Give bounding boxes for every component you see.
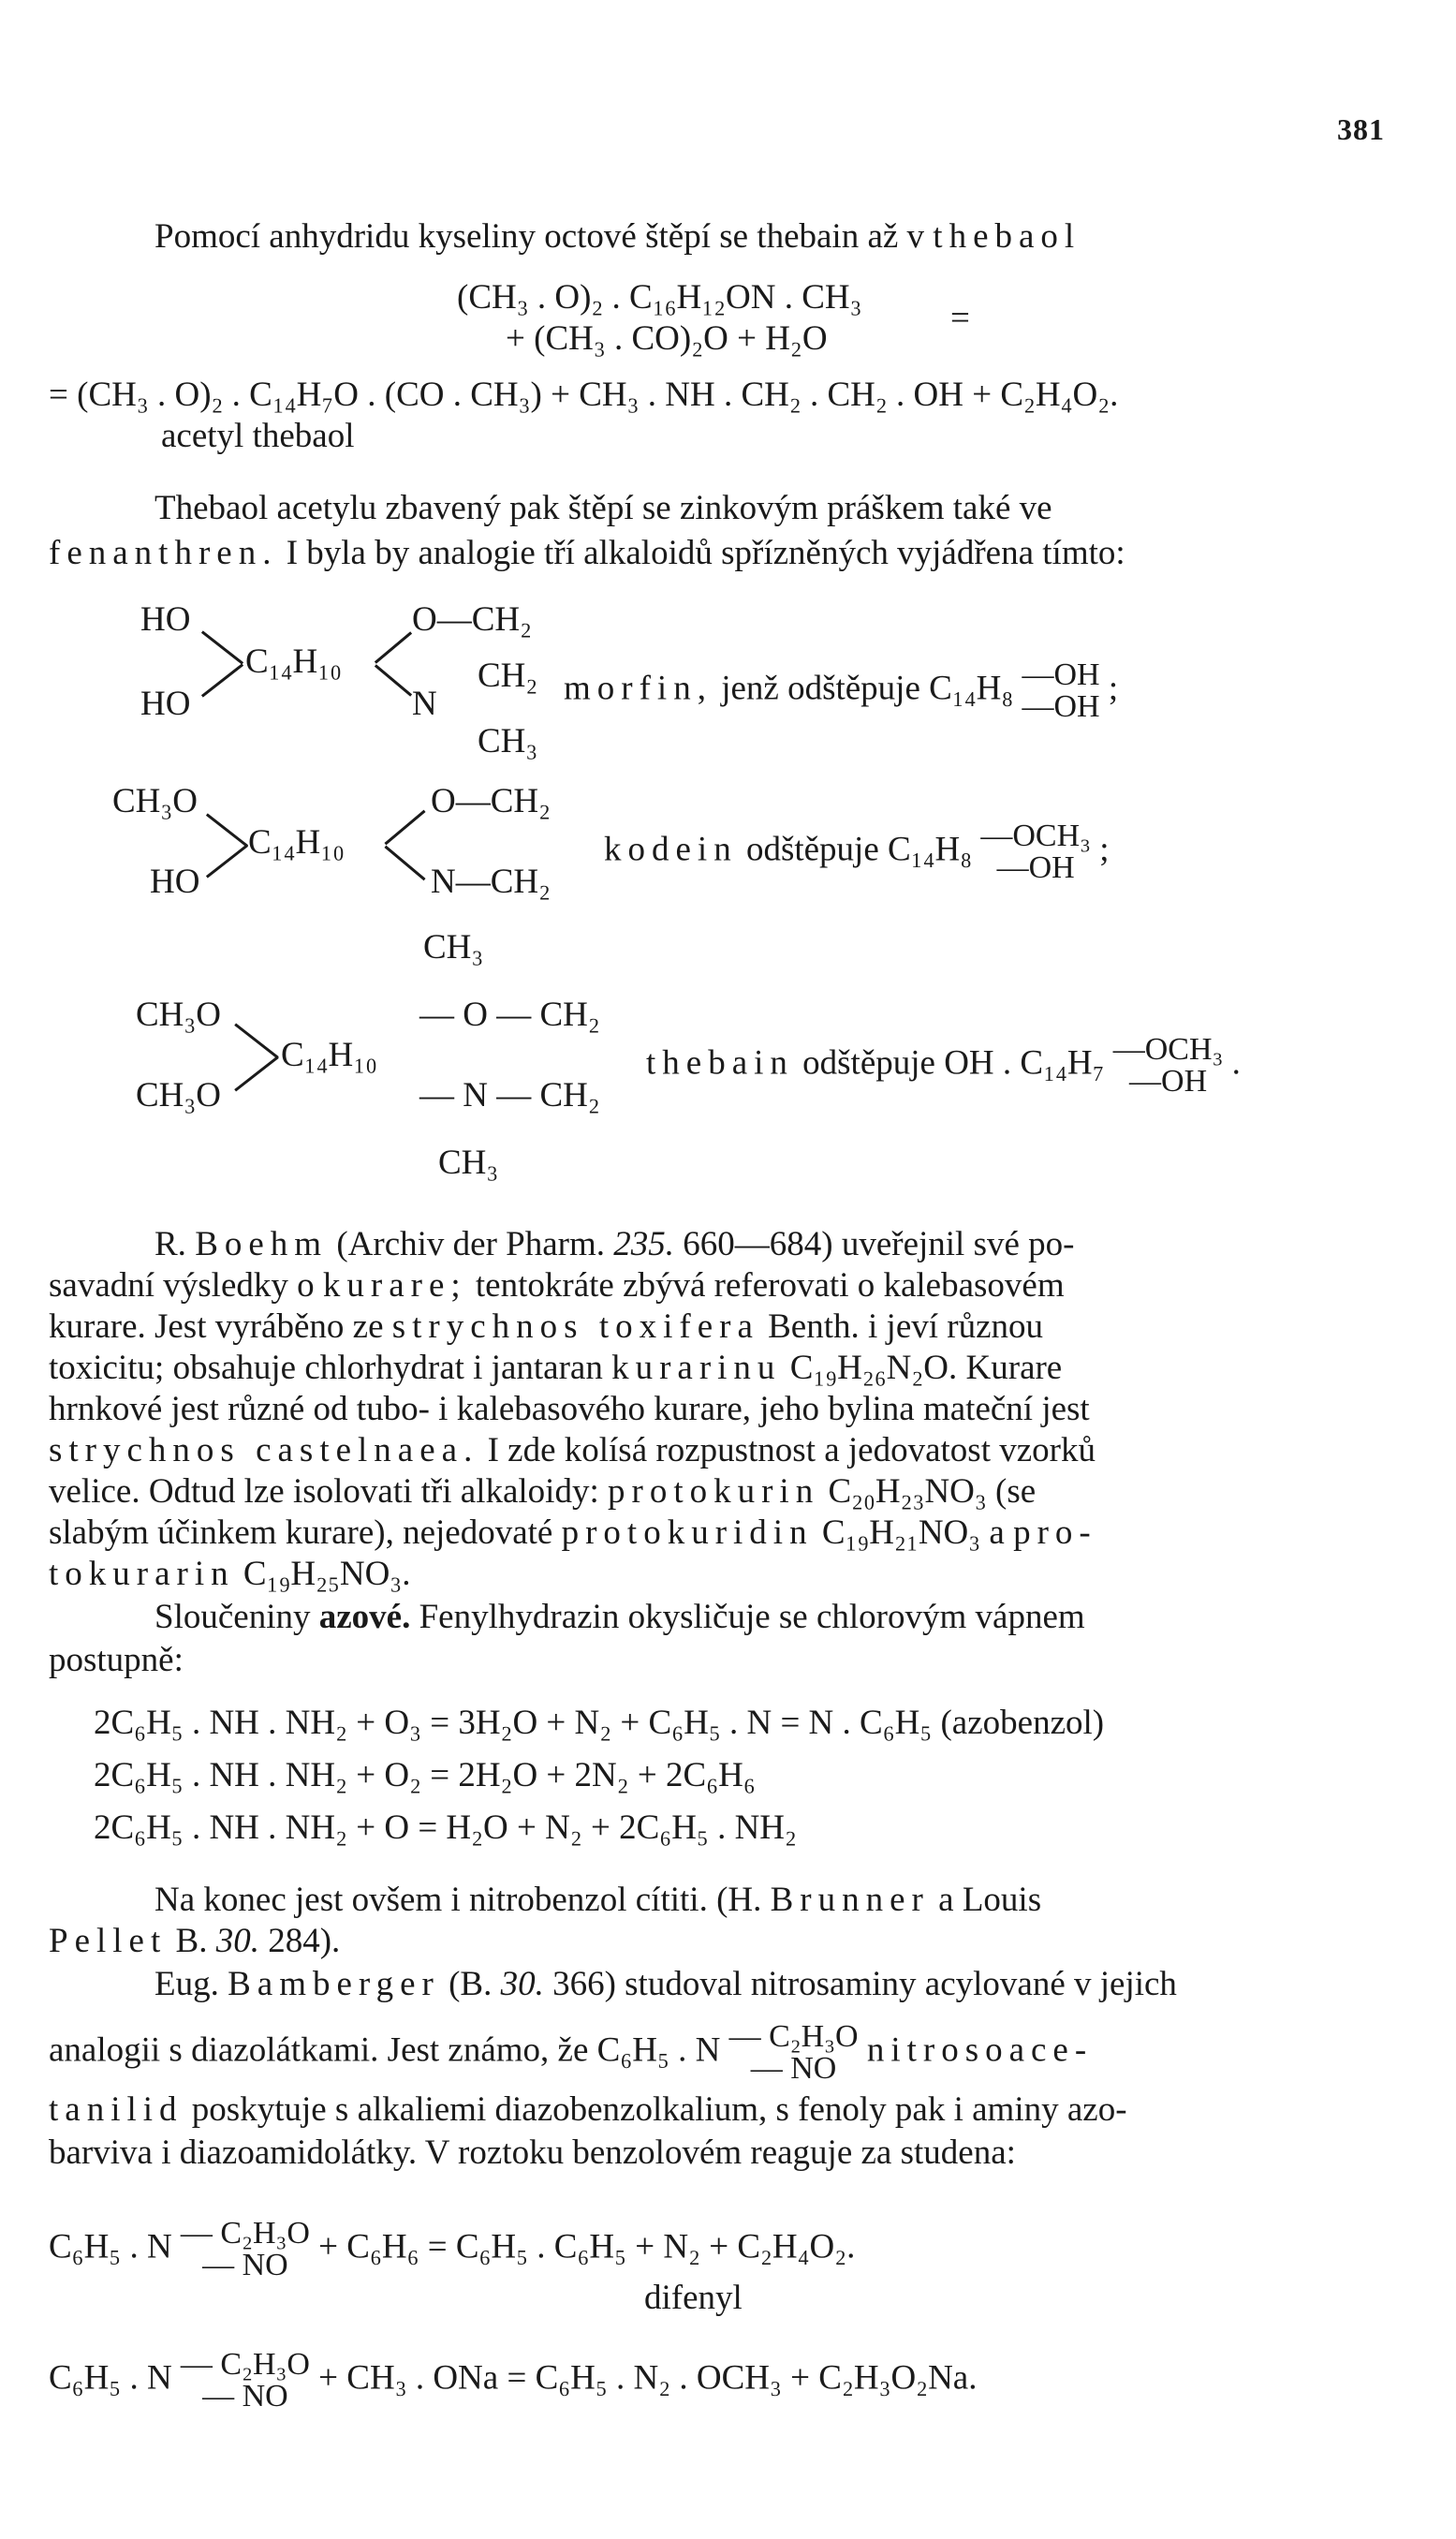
text: Benth. i jeví různou — [768, 1307, 1044, 1346]
bond-line — [201, 630, 243, 664]
text: (Archiv der Pharm. — [336, 1225, 605, 1263]
term: kurare; — [322, 1266, 467, 1305]
para4-line1 — [154, 1879, 1041, 1922]
bond-line — [206, 844, 248, 878]
morfin-text: jenž odštěpuje C₁₄H₈ — [721, 669, 1014, 708]
thebain-group-bottom: —OH — [1129, 1064, 1208, 1099]
eq-fraction — [181, 2349, 310, 2413]
kodein-groups — [980, 820, 1091, 884]
volume: 235. — [613, 1225, 674, 1263]
text: C₂₀H₂₃NO₃ (se — [828, 1472, 1037, 1511]
kodein-end: ; — [1099, 830, 1110, 869]
morfin-ch2: CH₂ — [478, 657, 538, 695]
eq1-line2: + (CH₃ . CO)₂O + H₂O — [506, 319, 828, 358]
eq-right: + CH₃ . ONa = C₆H₅ . N₂ . OCH₃ + C₂H₃O₂Na. — [318, 2358, 978, 2398]
author-name: Bamberger — [228, 1965, 440, 2003]
eq1-line1: (CH₃ . O)₂ . C₁₆H₁₂ON . CH₃ — [457, 278, 862, 317]
para5-line3 — [49, 2089, 1127, 2132]
morfin-end: ; — [1108, 669, 1119, 708]
text: I zde kolísá rozpustnost a jedovatost vzorků — [487, 1431, 1096, 1469]
kodein-group-bottom: —OH — [996, 850, 1075, 885]
text: savadní výsledky o — [49, 1266, 315, 1305]
para5-fraction — [729, 2021, 859, 2085]
para3-line1 — [154, 1596, 1085, 1639]
author-name: Boehm — [195, 1225, 329, 1263]
kodein-group-top: —OCH₃ — [980, 819, 1091, 853]
text: Eug. — [154, 1965, 219, 2003]
kodein-left-top: CH₃O — [112, 782, 199, 820]
morfin-core: C₁₄H₁₀ — [245, 642, 342, 681]
thebain-text: odštěpuje OH . C₁₄H₇ — [802, 1043, 1105, 1083]
para2-line2 — [49, 1264, 1065, 1307]
kodein-n-ch2: N—CH₂ — [431, 863, 552, 901]
morfin-name: morfin, — [564, 669, 713, 708]
para3-line2: postupně: — [49, 1641, 184, 1679]
term: tokurarin — [49, 1555, 235, 1593]
final-eq1 — [49, 2218, 855, 2281]
thebain-o-ch2: — O — CH₂ — [419, 996, 600, 1034]
text: a — [938, 1881, 954, 1919]
para5-line1 — [154, 1963, 1177, 2006]
thebain-ch3: CH₃ — [438, 1144, 499, 1182]
thebain-end: . — [1231, 1043, 1241, 1083]
reaction-3: 2C₆H₅ . NH . NH₂ + O = H₂O + N₂ + 2C₆H₅ . NH₂ — [94, 1808, 797, 1847]
para2-line8 — [49, 1512, 1097, 1555]
text: Sloučeniny — [154, 1598, 311, 1636]
final-eq2 — [49, 2349, 977, 2413]
morfin-o-ch2: O—CH₂ — [412, 600, 533, 639]
thebain-name: thebain — [646, 1043, 794, 1083]
para4-line2 — [49, 1920, 340, 1963]
term: nitrosoace- — [866, 2030, 1094, 2070]
bond-line — [206, 813, 248, 847]
bond-line — [234, 1023, 279, 1058]
kodein-text: odštěpuje C₁₄H₈ — [745, 830, 973, 869]
bond-line — [375, 664, 412, 696]
para2-line5: hrnkové jest různé od tubo- i kalebasového kurare, jeho bylina mateční jest — [49, 1390, 1090, 1428]
thebain-left-top: CH₃O — [136, 996, 222, 1034]
para1-line1: Thebaol acetylu zbavený pak štěpí se zinkovým práškem také ve — [154, 489, 1052, 527]
author-name: Pellet — [49, 1922, 168, 1960]
term: strychnos castelnaea. — [49, 1431, 479, 1469]
volume: 30. — [500, 1965, 544, 2003]
text: poskytuje s alkaliemi diazobenzolkalium, s fenoly pak i aminy azo- — [191, 2090, 1127, 2129]
bond-line — [384, 846, 425, 881]
text: 366) studoval nitrosaminy acylované v jejich — [552, 1965, 1177, 2003]
eq-left: C₆H₅ . N — [49, 2227, 172, 2266]
eq1-sign: = — [950, 299, 970, 337]
text: 660—684) uveřejnil své po- — [683, 1225, 1075, 1263]
text: analogii s diazolátkami. Jest známo, že C₆H₅ . N — [49, 2030, 721, 2070]
term: kurarinu — [611, 1349, 782, 1387]
morfin-description — [564, 659, 1118, 723]
para2-line6 — [49, 1429, 1096, 1472]
frac-bottom: — NO — [202, 2248, 288, 2282]
para2-line4 — [49, 1347, 1062, 1390]
text: B. — [175, 1922, 208, 1960]
kodein-left-bottom: HO — [150, 863, 200, 901]
kodein-o-ch2: O—CH₂ — [431, 782, 552, 820]
thebain-group-top: —OCH₃ — [1112, 1032, 1224, 1067]
frac-top: — C₂H₃O — [728, 2019, 859, 2054]
author-name: Brunner — [770, 1881, 930, 1919]
morfin-group-top: —OH — [1022, 657, 1100, 692]
thebain-description — [646, 1034, 1241, 1098]
text: kurare. Jest vyráběno ze — [49, 1307, 384, 1346]
text: Louis — [962, 1881, 1042, 1919]
para2-line3 — [49, 1306, 1043, 1349]
volume: 30. — [215, 1922, 259, 1960]
page-number: 381 — [1337, 112, 1385, 146]
morfin-n: N — [412, 685, 437, 723]
thebain-left-bottom: CH₃O — [136, 1076, 222, 1115]
thebain-groups — [1113, 1034, 1224, 1098]
text: toxicitu; obsahuje chlorhydrat i jantaran — [49, 1349, 603, 1387]
frac-top: — C₂H₃O — [180, 2216, 310, 2251]
morfin-left-top: HO — [140, 600, 191, 639]
frac-bottom: — NO — [202, 2379, 288, 2414]
text: Fenylhydrazin okysličuje se chlorovým vápnem — [419, 1598, 1085, 1636]
reaction-1: 2C₆H₅ . NH . NH₂ + O₃ = 3H₂O + N₂ + C₆H₅ . N = N . C₆H₅ (azobenzol) — [94, 1704, 1105, 1742]
intro-term: thebaol — [933, 217, 1081, 256]
para1-text: I byla by analogie tří alkaloidů spřízněných vyjádřena tímto: — [286, 534, 1125, 572]
kodein-name: kodein — [604, 830, 738, 869]
text: C₁₉H₂₆N₂O. Kurare — [789, 1349, 1063, 1387]
term: tanilid — [49, 2090, 184, 2129]
bond-line — [375, 631, 412, 663]
morfin-groups — [1022, 659, 1099, 723]
frac-top: — C₂H₃O — [180, 2347, 310, 2382]
eq1-line3: = (CH₃ . O)₂ . C₁₄H₇O . (CO . CH₃) + CH₃ . NH . CH₂ . CH₂ . OH + C₂H₄O₂. — [49, 376, 1119, 414]
bond-line — [234, 1055, 279, 1091]
final-eq1-label: difenyl — [644, 2279, 743, 2317]
eq1-label: acetyl thebaol — [161, 417, 355, 455]
intro-text: Pomocí anhydridu kyseliny octové štěpí se thebain až v — [154, 217, 925, 256]
bold-term: azové. — [318, 1598, 411, 1636]
kodein-ch3: CH₃ — [423, 928, 484, 967]
eq-left: C₆H₅ . N — [49, 2358, 172, 2398]
para2-line9 — [49, 1553, 410, 1596]
text: velice. Odtud lze isolovati tři alkaloidy: — [49, 1472, 599, 1511]
term: protokuridin — [561, 1513, 814, 1552]
text: slabým účinkem kurare), nejedovaté — [49, 1513, 553, 1552]
bond-line — [201, 663, 243, 697]
para2-line7 — [49, 1470, 1036, 1513]
para1-term: fenanthren. — [49, 534, 278, 572]
text: 284). — [268, 1922, 341, 1960]
para5-line2 — [49, 2021, 1093, 2085]
intro-line — [154, 215, 1081, 258]
text: R. — [154, 1225, 186, 1263]
eq-right: + C₆H₆ = C₆H₅ . C₆H₅ + N₂ + C₂H₄O₂. — [318, 2227, 856, 2266]
text: C₁₉H₂₁NO₃ a — [821, 1513, 1005, 1552]
term: strychnos toxifera — [391, 1307, 759, 1346]
para5-line4: barviva i diazoamidolátky. V roztoku benzolovém reaguje za studena: — [49, 2133, 1016, 2172]
term: protokurin — [608, 1472, 820, 1511]
bond-line — [384, 810, 425, 846]
frac-bottom: — NO — [750, 2051, 837, 2086]
text: C₁₉H₂₅NO₃. — [243, 1555, 411, 1593]
text: tentokráte zbývá referovati o kalebasovém — [475, 1266, 1065, 1305]
para1-line2 — [49, 532, 1125, 575]
morfin-left-bottom: HO — [140, 685, 191, 723]
text: Na konec jest ovšem i nitrobenzol cítiti. (H. — [154, 1881, 762, 1919]
text: (B. — [449, 1965, 493, 2003]
thebain-n-ch2: — N — CH₂ — [419, 1076, 600, 1115]
morfin-ch3: CH₃ — [478, 722, 538, 760]
morfin-group-bottom: —OH — [1022, 689, 1100, 724]
kodein-core: C₁₄H₁₀ — [248, 823, 345, 862]
term: pro- — [1013, 1513, 1097, 1552]
thebain-core: C₁₄H₁₀ — [281, 1036, 377, 1074]
eq-fraction — [181, 2218, 310, 2281]
kodein-description — [604, 820, 1110, 884]
para2-line1 — [154, 1223, 1074, 1266]
reaction-2: 2C₆H₅ . NH . NH₂ + O₂ = 2H₂O + 2N₂ + 2C₆H₆ — [94, 1756, 756, 1794]
